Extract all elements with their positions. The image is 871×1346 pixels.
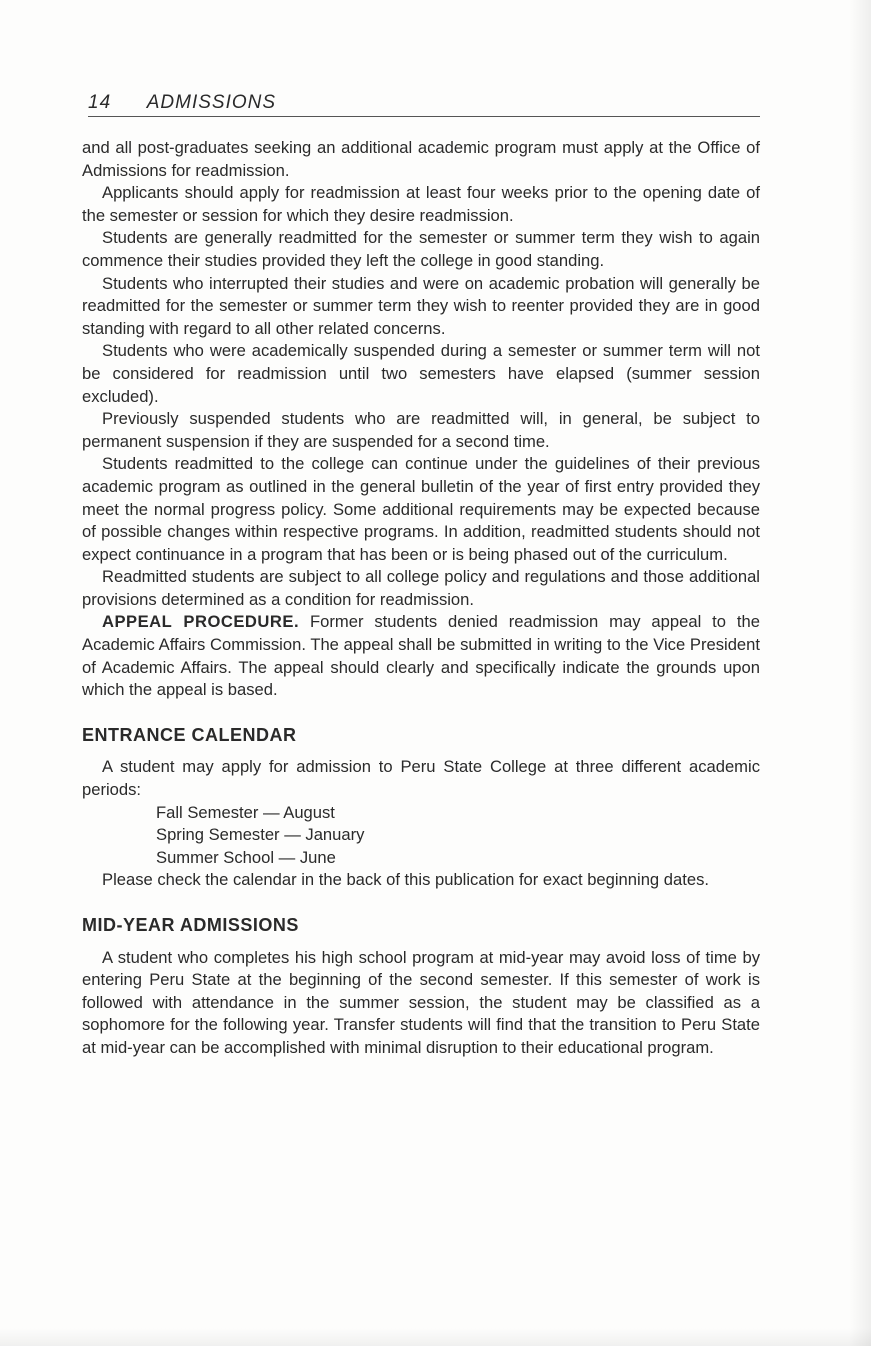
paragraph: Students readmitted to the college can continue under the guidelines of their previous academic program as outlined in the general bulletin of the year of first entry provided they meet the normal progress policy. Some additional requirements may be expected because of possible changes within respective programs. In addition, readmitted students should not expect continuance in a program that has been or is being phased out of the curriculum. [82,454,760,564]
paragraph: Students who interrupted their studies and were on academic probation will generally be readmitted for the semester or summer term they wish to reenter provided they are in good standing with regard to all other related concerns. [82,273,760,338]
admission-periods-list [82,802,760,870]
entrance-calendar-intro: A student may apply for admission to Peru State College at three different academic periods: [82,757,760,800]
paragraph: and all post-graduates seeking an additional academic program must apply at the Office of Admissions for readmission. [82,138,760,180]
admission-period: Spring Semester — January [156,825,365,845]
entrance-calendar-note: Please check the calendar in the back of this publication for exact beginning dates. [102,870,709,890]
page-edge-shadow [849,0,871,1346]
paragraph: Previously suspended students who are readmitted will, in general, be subject to permanent suspension if they are suspended for a second time. [82,409,760,451]
entrance-calendar-heading: ENTRANCE CALENDAR [82,724,297,745]
admission-period: Fall Semester — August [156,802,335,822]
appeal-paragraph [82,611,760,701]
mid-year-text: A student who completes his high school program at mid-year may avoid loss of time by entering Peru State at the beginning of the second semester. If this semester of work is followed with attendance in the summer session, the student may be classified as a sophomore for the following year. Transfer students will find that the transition to Peru State at mid-year can be accomplished with minimal disruption to their educational program. [82,947,760,1057]
page-bottom-edge [0,1328,871,1346]
running-head [88,92,760,117]
mid-year-heading: MID-YEAR ADMISSIONS [82,915,299,935]
paragraph: Students who were academically suspended during a semester or summer term will not be considered for readmission until two semesters have elapsed (summer session excluded). [82,341,760,406]
section-title: ADMISSIONS [146,92,277,113]
paragraph: Students are generally readmitted for the semester or summer term they wish to again commence their studies provided they left the college in good standing. [82,228,760,270]
appeal-runin-heading: APPEAL PROCEDURE. [102,612,300,632]
page-body [82,137,760,1060]
paragraph: Applicants should apply for readmission at least four weeks prior to the opening date of the semester or session for which they desire readmission. [82,183,760,225]
page-number: 14 [88,92,112,113]
admission-period: Summer School — June [156,847,336,867]
appeal-text: Former students denied readmission may appeal to the Academic Affairs Commission. The appeal shall be submitted in writing to the Vice President of Academic Affairs. The appeal should clearly and specifically indicate the grounds upon which the appeal is based. [82,612,760,700]
paragraph: Readmitted students are subject to all college policy and regulations and those additional provisions determined as a condition for readmission. [82,567,760,609]
